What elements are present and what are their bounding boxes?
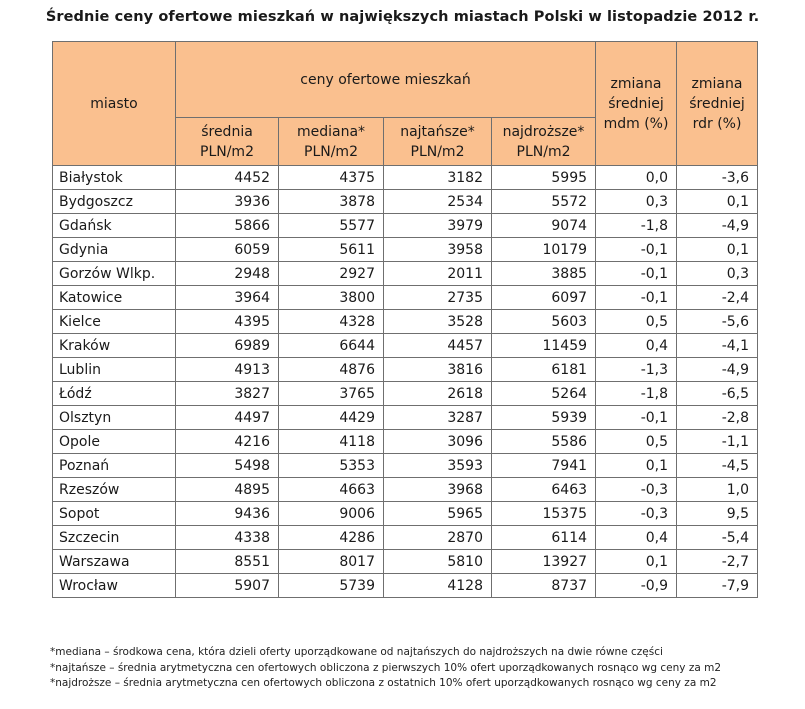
cell-cheapest: 2735 bbox=[384, 286, 492, 310]
table-row bbox=[53, 190, 758, 214]
cell-priciest: 9074 bbox=[492, 214, 596, 238]
cell-cheapest: 3528 bbox=[384, 310, 492, 334]
cell-median: 5739 bbox=[279, 574, 384, 598]
cell-city: Gorzów Wlkp. bbox=[53, 262, 176, 286]
header-row bbox=[53, 42, 758, 118]
cell-median: 4429 bbox=[279, 406, 384, 430]
cell-cheapest: 3968 bbox=[384, 478, 492, 502]
cell-change-mdm: -1,3 bbox=[596, 358, 677, 382]
cell-change-rdr: -4,9 bbox=[677, 358, 758, 382]
cell-priciest: 6114 bbox=[492, 526, 596, 550]
table-row bbox=[53, 550, 758, 574]
cell-median: 3800 bbox=[279, 286, 384, 310]
cell-priciest: 5572 bbox=[492, 190, 596, 214]
prices-table bbox=[52, 41, 758, 598]
cell-median: 4876 bbox=[279, 358, 384, 382]
header-cheapest: najtańsze* PLN/m2 bbox=[384, 118, 492, 166]
cell-city: Opole bbox=[53, 430, 176, 454]
cell-average: 5866 bbox=[176, 214, 279, 238]
footnote-cheapest: *najtańsze – średnia arytmetyczna cen ofertowych obliczona z pierwszych 10% ofert uporządkowanych rosnąco wg ceny za m2 bbox=[50, 661, 722, 674]
cell-average: 9436 bbox=[176, 502, 279, 526]
cell-change-mdm: -0,1 bbox=[596, 262, 677, 286]
cell-cheapest: 4128 bbox=[384, 574, 492, 598]
cell-city: Szczecin bbox=[53, 526, 176, 550]
cell-change-rdr: 0,3 bbox=[677, 262, 758, 286]
table-row bbox=[53, 334, 758, 358]
cell-city: Gdynia bbox=[53, 238, 176, 262]
cell-priciest: 6181 bbox=[492, 358, 596, 382]
cell-change-mdm: 0,5 bbox=[596, 310, 677, 334]
cell-city: Rzeszów bbox=[53, 478, 176, 502]
table-row bbox=[53, 502, 758, 526]
cell-change-mdm: -0,9 bbox=[596, 574, 677, 598]
cell-change-mdm: 0,3 bbox=[596, 190, 677, 214]
cell-cheapest: 3182 bbox=[384, 166, 492, 190]
cell-median: 4663 bbox=[279, 478, 384, 502]
cell-change-mdm: -0,1 bbox=[596, 406, 677, 430]
cell-cheapest: 3958 bbox=[384, 238, 492, 262]
table-row bbox=[53, 430, 758, 454]
cell-change-mdm: 0,1 bbox=[596, 454, 677, 478]
cell-city: Białystok bbox=[53, 166, 176, 190]
cell-average: 6059 bbox=[176, 238, 279, 262]
cell-cheapest: 2618 bbox=[384, 382, 492, 406]
cell-average: 4395 bbox=[176, 310, 279, 334]
cell-change-mdm: 0,0 bbox=[596, 166, 677, 190]
cell-change-rdr: -4,9 bbox=[677, 214, 758, 238]
cell-priciest: 5264 bbox=[492, 382, 596, 406]
table-row bbox=[53, 310, 758, 334]
cell-change-rdr: 9,5 bbox=[677, 502, 758, 526]
table-row bbox=[53, 454, 758, 478]
cell-city: Kraków bbox=[53, 334, 176, 358]
cell-priciest: 5603 bbox=[492, 310, 596, 334]
cell-cheapest: 2011 bbox=[384, 262, 492, 286]
table-row bbox=[53, 382, 758, 406]
header-prices-group: ceny ofertowe mieszkań bbox=[176, 42, 596, 118]
cell-cheapest: 2870 bbox=[384, 526, 492, 550]
cell-cheapest: 3816 bbox=[384, 358, 492, 382]
cell-city: Kielce bbox=[53, 310, 176, 334]
cell-change-rdr: -7,9 bbox=[677, 574, 758, 598]
cell-city: Gdańsk bbox=[53, 214, 176, 238]
footnote-median: *mediana – środkowa cena, która dzieli oferty uporządkowane od najtańszych do najdroższych na dwie równe części bbox=[50, 646, 663, 658]
cell-change-rdr: -5,6 bbox=[677, 310, 758, 334]
cell-change-mdm: -0,3 bbox=[596, 502, 677, 526]
cell-priciest: 5939 bbox=[492, 406, 596, 430]
cell-average: 8551 bbox=[176, 550, 279, 574]
cell-average: 4895 bbox=[176, 478, 279, 502]
cell-change-mdm: -1,8 bbox=[596, 214, 677, 238]
cell-median: 4375 bbox=[279, 166, 384, 190]
cell-priciest: 5586 bbox=[492, 430, 596, 454]
cell-change-mdm: 0,4 bbox=[596, 334, 677, 358]
cell-average: 3827 bbox=[176, 382, 279, 406]
cell-change-rdr: 0,1 bbox=[677, 238, 758, 262]
cell-median: 5577 bbox=[279, 214, 384, 238]
table-row bbox=[53, 358, 758, 382]
cell-average: 4913 bbox=[176, 358, 279, 382]
cell-change-mdm: 0,5 bbox=[596, 430, 677, 454]
cell-cheapest: 3593 bbox=[384, 454, 492, 478]
cell-change-mdm: -0,1 bbox=[596, 286, 677, 310]
cell-median: 4286 bbox=[279, 526, 384, 550]
header-average: średnia PLN/m2 bbox=[176, 118, 279, 166]
cell-change-rdr: -2,8 bbox=[677, 406, 758, 430]
cell-city: Lublin bbox=[53, 358, 176, 382]
cell-priciest: 8737 bbox=[492, 574, 596, 598]
table-row bbox=[53, 478, 758, 502]
cell-change-mdm: -0,1 bbox=[596, 238, 677, 262]
cell-median: 5353 bbox=[279, 454, 384, 478]
cell-median: 8017 bbox=[279, 550, 384, 574]
cell-average: 5907 bbox=[176, 574, 279, 598]
cell-median: 3765 bbox=[279, 382, 384, 406]
cell-cheapest: 3287 bbox=[384, 406, 492, 430]
table-row bbox=[53, 406, 758, 430]
cell-average: 2948 bbox=[176, 262, 279, 286]
cell-city: Łódź bbox=[53, 382, 176, 406]
cell-average: 4338 bbox=[176, 526, 279, 550]
header-city: miasto bbox=[53, 42, 176, 166]
cell-median: 4118 bbox=[279, 430, 384, 454]
cell-city: Bydgoszcz bbox=[53, 190, 176, 214]
cell-priciest: 10179 bbox=[492, 238, 596, 262]
cell-city: Warszawa bbox=[53, 550, 176, 574]
cell-change-mdm: 0,4 bbox=[596, 526, 677, 550]
cell-change-rdr: -4,1 bbox=[677, 334, 758, 358]
cell-average: 4452 bbox=[176, 166, 279, 190]
cell-cheapest: 5810 bbox=[384, 550, 492, 574]
cell-city: Katowice bbox=[53, 286, 176, 310]
table-row bbox=[53, 166, 758, 190]
cell-change-mdm: -0,3 bbox=[596, 478, 677, 502]
cell-priciest: 11459 bbox=[492, 334, 596, 358]
cell-change-rdr: 0,1 bbox=[677, 190, 758, 214]
cell-average: 6989 bbox=[176, 334, 279, 358]
cell-average: 3964 bbox=[176, 286, 279, 310]
cell-median: 9006 bbox=[279, 502, 384, 526]
header-change-mdm: zmiana średniej mdm (%) bbox=[596, 42, 677, 166]
cell-cheapest: 4457 bbox=[384, 334, 492, 358]
cell-city: Wrocław bbox=[53, 574, 176, 598]
cell-median: 4328 bbox=[279, 310, 384, 334]
footnote-priciest: *najdroższe – średnia arytmetyczna cen ofertowych obliczona z ostatnich 10% ofert uporządkowanych rosnąco wg ceny za m2 bbox=[50, 677, 717, 689]
cell-cheapest: 3979 bbox=[384, 214, 492, 238]
cell-priciest: 6097 bbox=[492, 286, 596, 310]
cell-city: Poznań bbox=[53, 454, 176, 478]
page-title: Średnie ceny ofertowe mieszkań w największych miastach Polski w listopadzie 2012 r. bbox=[45, 9, 760, 25]
table-row bbox=[53, 214, 758, 238]
header-change-rdr: zmiana średniej rdr (%) bbox=[677, 42, 758, 166]
cell-change-rdr: -1,1 bbox=[677, 430, 758, 454]
cell-change-rdr: -4,5 bbox=[677, 454, 758, 478]
cell-priciest: 5995 bbox=[492, 166, 596, 190]
header-priciest: najdroższe* PLN/m2 bbox=[492, 118, 596, 166]
table-body bbox=[53, 166, 758, 598]
cell-priciest: 6463 bbox=[492, 478, 596, 502]
cell-change-rdr: -5,4 bbox=[677, 526, 758, 550]
header-median: mediana* PLN/m2 bbox=[279, 118, 384, 166]
table-row bbox=[53, 286, 758, 310]
cell-cheapest: 3096 bbox=[384, 430, 492, 454]
table-row bbox=[53, 262, 758, 286]
cell-priciest: 13927 bbox=[492, 550, 596, 574]
cell-change-mdm: -1,8 bbox=[596, 382, 677, 406]
cell-priciest: 3885 bbox=[492, 262, 596, 286]
cell-change-rdr: -3,6 bbox=[677, 166, 758, 190]
cell-cheapest: 5965 bbox=[384, 502, 492, 526]
cell-average: 4216 bbox=[176, 430, 279, 454]
table-row bbox=[53, 574, 758, 598]
cell-priciest: 7941 bbox=[492, 454, 596, 478]
cell-change-rdr: 1,0 bbox=[677, 478, 758, 502]
cell-cheapest: 2534 bbox=[384, 190, 492, 214]
cell-city: Sopot bbox=[53, 502, 176, 526]
cell-change-rdr: -2,4 bbox=[677, 286, 758, 310]
table-row bbox=[53, 238, 758, 262]
cell-city: Olsztyn bbox=[53, 406, 176, 430]
cell-median: 6644 bbox=[279, 334, 384, 358]
cell-average: 4497 bbox=[176, 406, 279, 430]
cell-change-rdr: -2,7 bbox=[677, 550, 758, 574]
cell-median: 3878 bbox=[279, 190, 384, 214]
table-row bbox=[53, 526, 758, 550]
cell-change-mdm: 0,1 bbox=[596, 550, 677, 574]
footnotes bbox=[50, 645, 721, 692]
cell-median: 2927 bbox=[279, 262, 384, 286]
cell-average: 3936 bbox=[176, 190, 279, 214]
cell-median: 5611 bbox=[279, 238, 384, 262]
cell-priciest: 15375 bbox=[492, 502, 596, 526]
cell-change-rdr: -6,5 bbox=[677, 382, 758, 406]
cell-average: 5498 bbox=[176, 454, 279, 478]
